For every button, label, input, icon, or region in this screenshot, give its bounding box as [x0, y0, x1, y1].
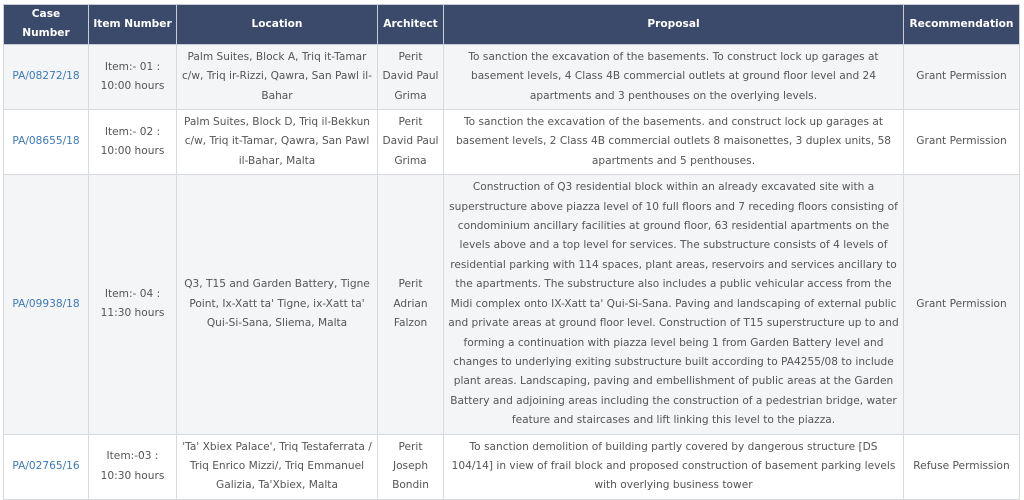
- item-number-cell: Item:- 04 : 11:30 hours: [89, 175, 177, 434]
- header-proposal[interactable]: Proposal: [444, 5, 904, 45]
- header-architect[interactable]: Architect: [378, 5, 444, 45]
- proposal-cell: To sanction demolition of building partly covered by dangerous structure [DS 104/14] in view of frail block and proposed construction of basement parking levels with overlying business tower: [444, 434, 904, 499]
- table-row: [4, 434, 1020, 499]
- item-number-cell: Item:- 02 : 10:00 hours: [89, 110, 177, 175]
- recommendation-cell: Grant Permission: [904, 44, 1020, 109]
- architect-cell: Perit Joseph Bondin: [378, 434, 444, 499]
- header-case-number[interactable]: Case Number: [4, 5, 89, 45]
- location-cell: Q3, T15 and Garden Battery, Tigne Point, Ix-Xatt ta' Tigne, ix-Xatt ta' Qui-Si-Sana, Sliema, Malta: [177, 175, 378, 434]
- header-item-number[interactable]: Item Number: [89, 5, 177, 45]
- architect-cell: Perit Adrian Falzon: [378, 175, 444, 434]
- table-row: [4, 175, 1020, 434]
- case-number-link[interactable]: PA/08272/18: [12, 70, 80, 83]
- recommendation-cell: Refuse Permission: [904, 434, 1020, 499]
- case-number-link[interactable]: PA/02765/16: [12, 459, 80, 472]
- architect-cell: Perit David Paul Grima: [378, 110, 444, 175]
- case-number-cell: [4, 110, 89, 175]
- header-recommendation[interactable]: Recommendation: [904, 5, 1020, 45]
- case-number-link[interactable]: PA/08655/18: [12, 135, 80, 148]
- item-number-cell: Item:- 01 : 10:00 hours: [89, 44, 177, 109]
- table-row: [4, 44, 1020, 109]
- table-header-row: [4, 5, 1020, 45]
- recommendation-cell: Grant Permission: [904, 110, 1020, 175]
- location-cell: Palm Suites, Block D, Triq il-Bekkun c/w, Triq it-Tamar, Qawra, San Pawl il-Bahar, Malta: [177, 110, 378, 175]
- proposal-cell: To sanction the excavation of the basements. and construct lock up garages at basement levels, 2 Class 4B commercial outlets 8 maisonettes, 3 duplex units, 58 apartments and 5 penthouses.: [444, 110, 904, 175]
- case-number-link[interactable]: PA/09938/18: [12, 297, 80, 310]
- location-cell: Palm Suites, Block A, Triq it-Tamar c/w, Triq ir-Rizzi, Qawra, San Pawl il-Bahar: [177, 44, 378, 109]
- item-number-cell: Item:-03 : 10:30 hours: [89, 434, 177, 499]
- recommendation-cell: Grant Permission: [904, 175, 1020, 434]
- architect-cell: Perit David Paul Grima: [378, 44, 444, 109]
- header-location[interactable]: Location: [177, 5, 378, 45]
- planning-cases-table: [3, 4, 1020, 500]
- location-cell: 'Ta' Xbiex Palace', Triq Testaferrata / Triq Enrico Mizzi/, Triq Emmanuel Galizia, Ta'Xbiex, Malta: [177, 434, 378, 499]
- proposal-cell: Construction of Q3 residential block within an already excavated site with a superstructure above piazza level of 10 full floors and 7 receding floors consisting of condominium ancillary facilities at ground floor, 63 residential apartments on the levels above and a top level for services. The substructure consists of 4 levels of residential parking with 114 spaces, plant areas, reservoirs and services ancillary to the apartments. The substructure also includes a public vehicular access from the Midi complex onto IX-Xatt ta' Qui-Si-Sana. Paving and landscaping of external public and private areas at ground floor level. Construction of T15 superstructure up to and forming a continuation with piazza level being 1 from Garden Battery level and changes to underlying exiting substructure built according to PA4255/08 to include plant areas. Landscaping, paving and embellishment of public areas at the Garden Battery and adjoining areas including the construction of a pedestrian bridge, water feature and staircases and lift linking this level to the piazza.: [444, 175, 904, 434]
- case-number-cell: [4, 175, 89, 434]
- case-number-cell: [4, 44, 89, 109]
- proposal-cell: To sanction the excavation of the basements. To construct lock up garages at basement levels, 4 Class 4B commercial outlets at ground floor level and 24 apartments and 3 penthouses on the overlying levels.: [444, 44, 904, 109]
- case-number-cell: [4, 434, 89, 499]
- table-row: [4, 110, 1020, 175]
